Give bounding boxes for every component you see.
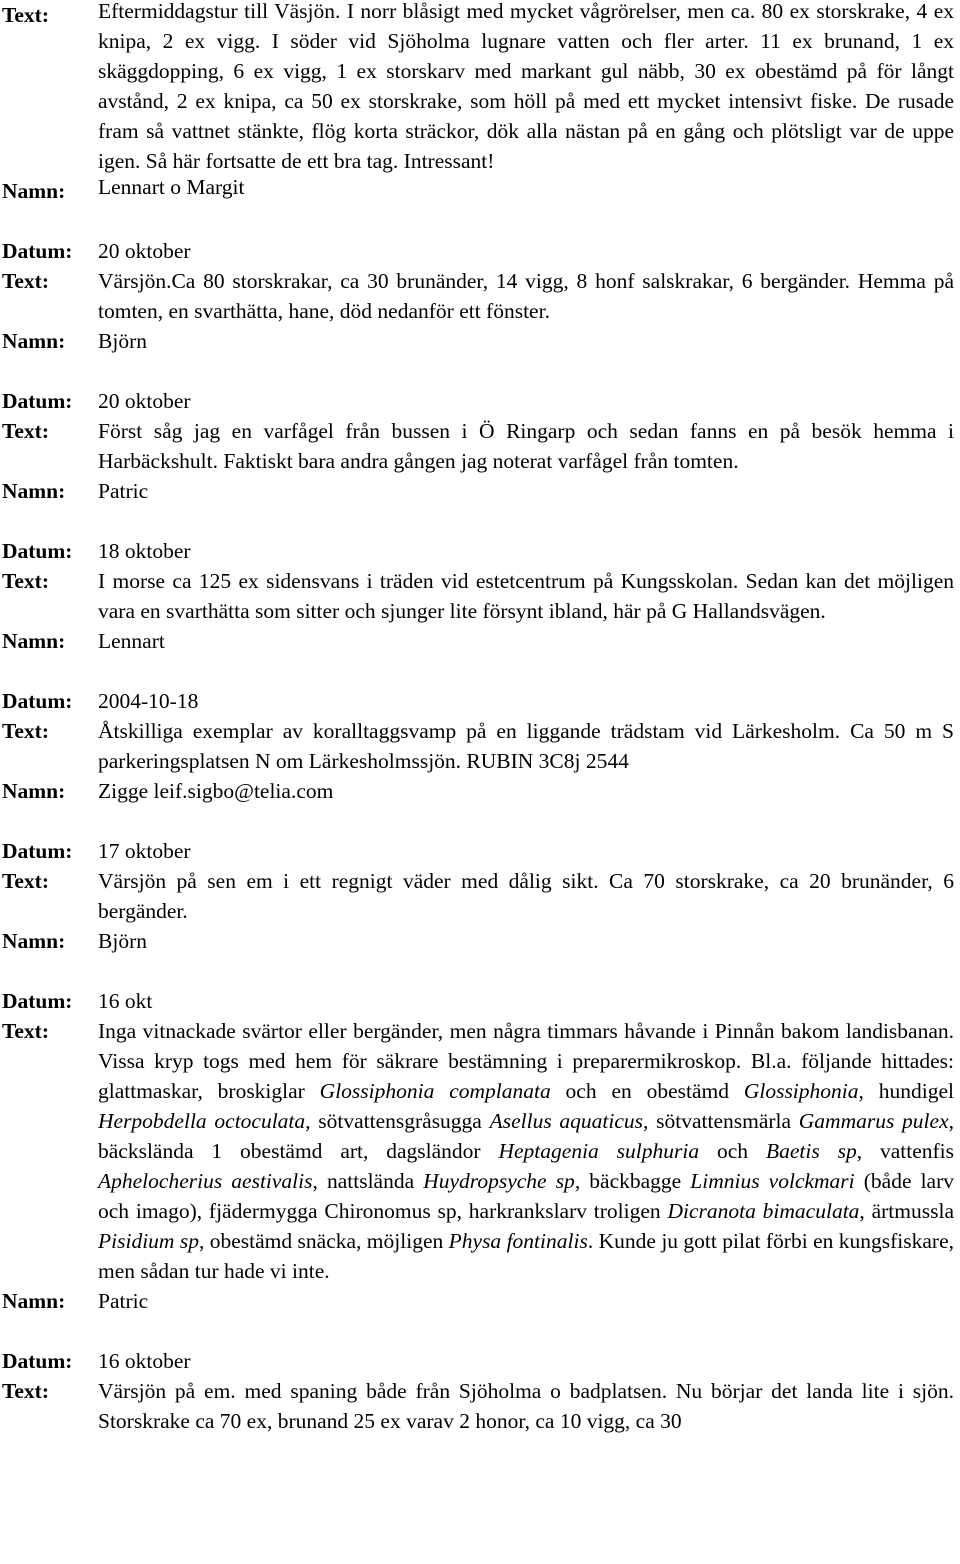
species-name: Asellus aquaticus	[489, 1109, 644, 1133]
datum-label: Datum:	[2, 389, 73, 413]
species-name: Heptagenia sulphuria	[498, 1139, 700, 1163]
text-segment: , vattenfis	[856, 1139, 954, 1163]
text-segment: , obestämd snäcka, möjligen	[198, 1229, 449, 1253]
species-name: Dicranota bimaculata	[667, 1199, 860, 1223]
text-row	[2, 716, 954, 776]
text-value	[98, 416, 954, 476]
datum-label: Datum:	[2, 689, 73, 713]
namn-row	[2, 626, 954, 656]
datum-label: Datum:	[2, 839, 73, 863]
datum-row	[2, 236, 954, 266]
datum-label: Datum:	[2, 239, 73, 263]
species-name: Gammarus pulex	[798, 1109, 949, 1133]
datum-label: Datum:	[2, 1349, 73, 1373]
text-row	[2, 566, 954, 626]
text-value	[98, 266, 954, 326]
datum-label: Datum:	[2, 539, 73, 563]
text-label: Text:	[2, 3, 49, 27]
text-segment: , bäckslända 1 obestämd art, dagsländor	[98, 1109, 954, 1163]
entry	[2, 686, 954, 806]
text-segment: . Kunde ju gott pilat förbi en kungsfiskare, men sådan tur hade vi inte.	[98, 1229, 954, 1283]
text-value	[98, 1376, 954, 1436]
datum-row	[2, 986, 954, 1016]
text-segment: och en obestämd	[550, 1079, 744, 1103]
namn-row	[2, 926, 954, 956]
species-name: Pisidium sp	[98, 1229, 199, 1253]
text-row	[2, 1376, 954, 1436]
namn-value: Zigge leif.sigbo@telia.com	[98, 779, 334, 803]
entry	[2, 536, 954, 656]
text-segment: , sötvattensmärla	[643, 1109, 799, 1133]
namn-label: Namn:	[2, 929, 66, 953]
text-value	[98, 1016, 954, 1286]
text-value	[98, 716, 954, 776]
namn-label: Namn:	[2, 779, 66, 803]
text-row	[2, 266, 954, 326]
datum-row	[2, 536, 954, 566]
namn-value: Lennart	[98, 629, 165, 653]
text-segment: Värsjön på sen em i ett regnigt väder med dålig sikt. Ca 70 storskrake, ca 20 brunänder, 6 bergänder.	[98, 869, 954, 923]
namn-label: Namn:	[2, 329, 66, 353]
text-segment: , ärtmussla	[859, 1199, 955, 1223]
text-segment: (både larv och imago), fjädermygga Chironomus sp, harkrankslarv troligen	[98, 1169, 955, 1223]
text-segment: Värsjön.Ca 80 storskrakar, ca 30 brunänder, 14 vigg, 8 honf salskrakar, 6 bergänder. Hemma på tomten, en svarthätta, hane, död nedanför ett fönster.	[98, 269, 954, 323]
text-value	[98, 0, 954, 176]
entry	[2, 986, 954, 1316]
text-label: Text:	[2, 869, 49, 893]
datum-value: 18 oktober	[98, 539, 191, 563]
species-name: Herpobdella octoculata	[98, 1109, 306, 1133]
species-name: Physa fontinalis	[448, 1229, 588, 1253]
text-segment: , sötvattensgråsugga	[305, 1109, 490, 1133]
text-segment: Värsjön på em. med spaning både från Sjöholma o badplatsen. Nu börjar det landa lite i sjön. Storskrake ca 70 ex, brunand 25 ex varav 2 honor, ca 10 vigg, ca 30	[98, 1379, 954, 1433]
datum-value: 2004-10-18	[98, 689, 199, 713]
datum-row	[2, 386, 954, 416]
text-row	[2, 0, 954, 176]
namn-row	[2, 176, 954, 206]
namn-value: Björn	[98, 929, 147, 953]
text-value	[98, 866, 954, 926]
entry	[2, 236, 954, 356]
entry-list	[2, 0, 954, 1436]
entry	[2, 0, 954, 206]
namn-row	[2, 776, 954, 806]
text-row	[2, 1016, 954, 1286]
namn-label: Namn:	[2, 179, 66, 203]
text-row	[2, 416, 954, 476]
species-name: Limnius volckmari	[690, 1169, 855, 1193]
namn-label: Namn:	[2, 629, 66, 653]
namn-row	[2, 476, 954, 506]
namn-label: Namn:	[2, 1289, 66, 1313]
text-label: Text:	[2, 269, 49, 293]
datum-value: 16 okt	[98, 989, 153, 1013]
text-segment: , nattslända	[312, 1169, 424, 1193]
datum-row	[2, 686, 954, 716]
datum-value: 20 oktober	[98, 239, 191, 263]
text-label: Text:	[2, 719, 49, 743]
text-segment: och	[699, 1139, 766, 1163]
species-name: Aphelocherius aestivalis	[98, 1169, 313, 1193]
text-segment: I morse ca 125 ex sidensvans i träden vid estetcentrum på Kungsskolan. Sedan kan det möjligen vara en svarthätta som sitter och sjunger lite försynt ibland, här på G Hallandsvägen.	[98, 569, 954, 623]
entry	[2, 386, 954, 506]
text-segment: Först såg jag en varfågel från bussen i Ö Ringarp och sedan fanns en på besök hemma i Harbäckshult. Faktiskt bara andra gången jag noterat varfågel från tomten.	[98, 419, 954, 473]
text-label: Text:	[2, 419, 49, 443]
namn-value: Lennart o Margit	[98, 175, 245, 199]
species-name: Baetis sp	[765, 1139, 857, 1163]
datum-value: 16 oktober	[98, 1349, 191, 1373]
species-name: Glossiphonia	[743, 1079, 859, 1103]
text-segment: Inga vitnackade svärtor eller bergänder, men några timmars håvande i Pinnån bakom landisbanan. Vissa kryp togs med hem för säkrare bestämning i preparermikroskop. Bl.a. följande hittades: glattmaskar, broskiglar	[98, 1019, 954, 1103]
text-label: Text:	[2, 1019, 49, 1043]
text-segment: Eftermiddagstur till Väsjön. I norr blåsigt med mycket vågrörelser, men ca. 80 ex storskrake, 4 ex knipa, 2 ex vigg. I söder vid Sjöholma lugnare vatten och fler arter. 11 ex brunand, 1 ex skäggdopping, 6 ex vigg, 1 ex storskarv med markant gul näbb, 30 ex obestämd på för långt avstånd, 2 ex knipa, ca 50 ex storskrake, som höll på med ett mycket intensivt fiske. De rusade fram så vattnet stänkte, flög korta sträckor, dök alla nästan på en gång och plötsligt var de uppe igen. Så här fortsatte de ett bra tag. Intressant!	[98, 0, 954, 173]
namn-row	[2, 326, 954, 356]
text-segment: , hundigel	[858, 1079, 954, 1103]
namn-value: Björn	[98, 329, 147, 353]
text-value	[98, 566, 954, 626]
datum-row	[2, 1346, 954, 1376]
text-segment: , bäckbagge	[574, 1169, 691, 1193]
namn-row	[2, 1286, 954, 1316]
text-row	[2, 866, 954, 926]
text-segment: Åtskilliga exemplar av koralltaggsvamp på en liggande trädstam vid Lärkesholm. Ca 50 m S parkeringsplatsen N om Lärkesholmssjön. RUBIN 3C8j 2544	[98, 719, 954, 773]
text-label: Text:	[2, 569, 49, 593]
namn-label: Namn:	[2, 479, 66, 503]
datum-value: 17 oktober	[98, 839, 191, 863]
datum-value: 20 oktober	[98, 389, 191, 413]
namn-value: Patric	[98, 1289, 149, 1313]
namn-value: Patric	[98, 479, 149, 503]
species-name: Glossiphonia complanata	[319, 1079, 551, 1103]
datum-row	[2, 836, 954, 866]
species-name: Huydropsyche sp	[423, 1169, 575, 1193]
entry	[2, 1346, 954, 1436]
entry	[2, 836, 954, 956]
datum-label: Datum:	[2, 989, 73, 1013]
text-label: Text:	[2, 1379, 49, 1403]
